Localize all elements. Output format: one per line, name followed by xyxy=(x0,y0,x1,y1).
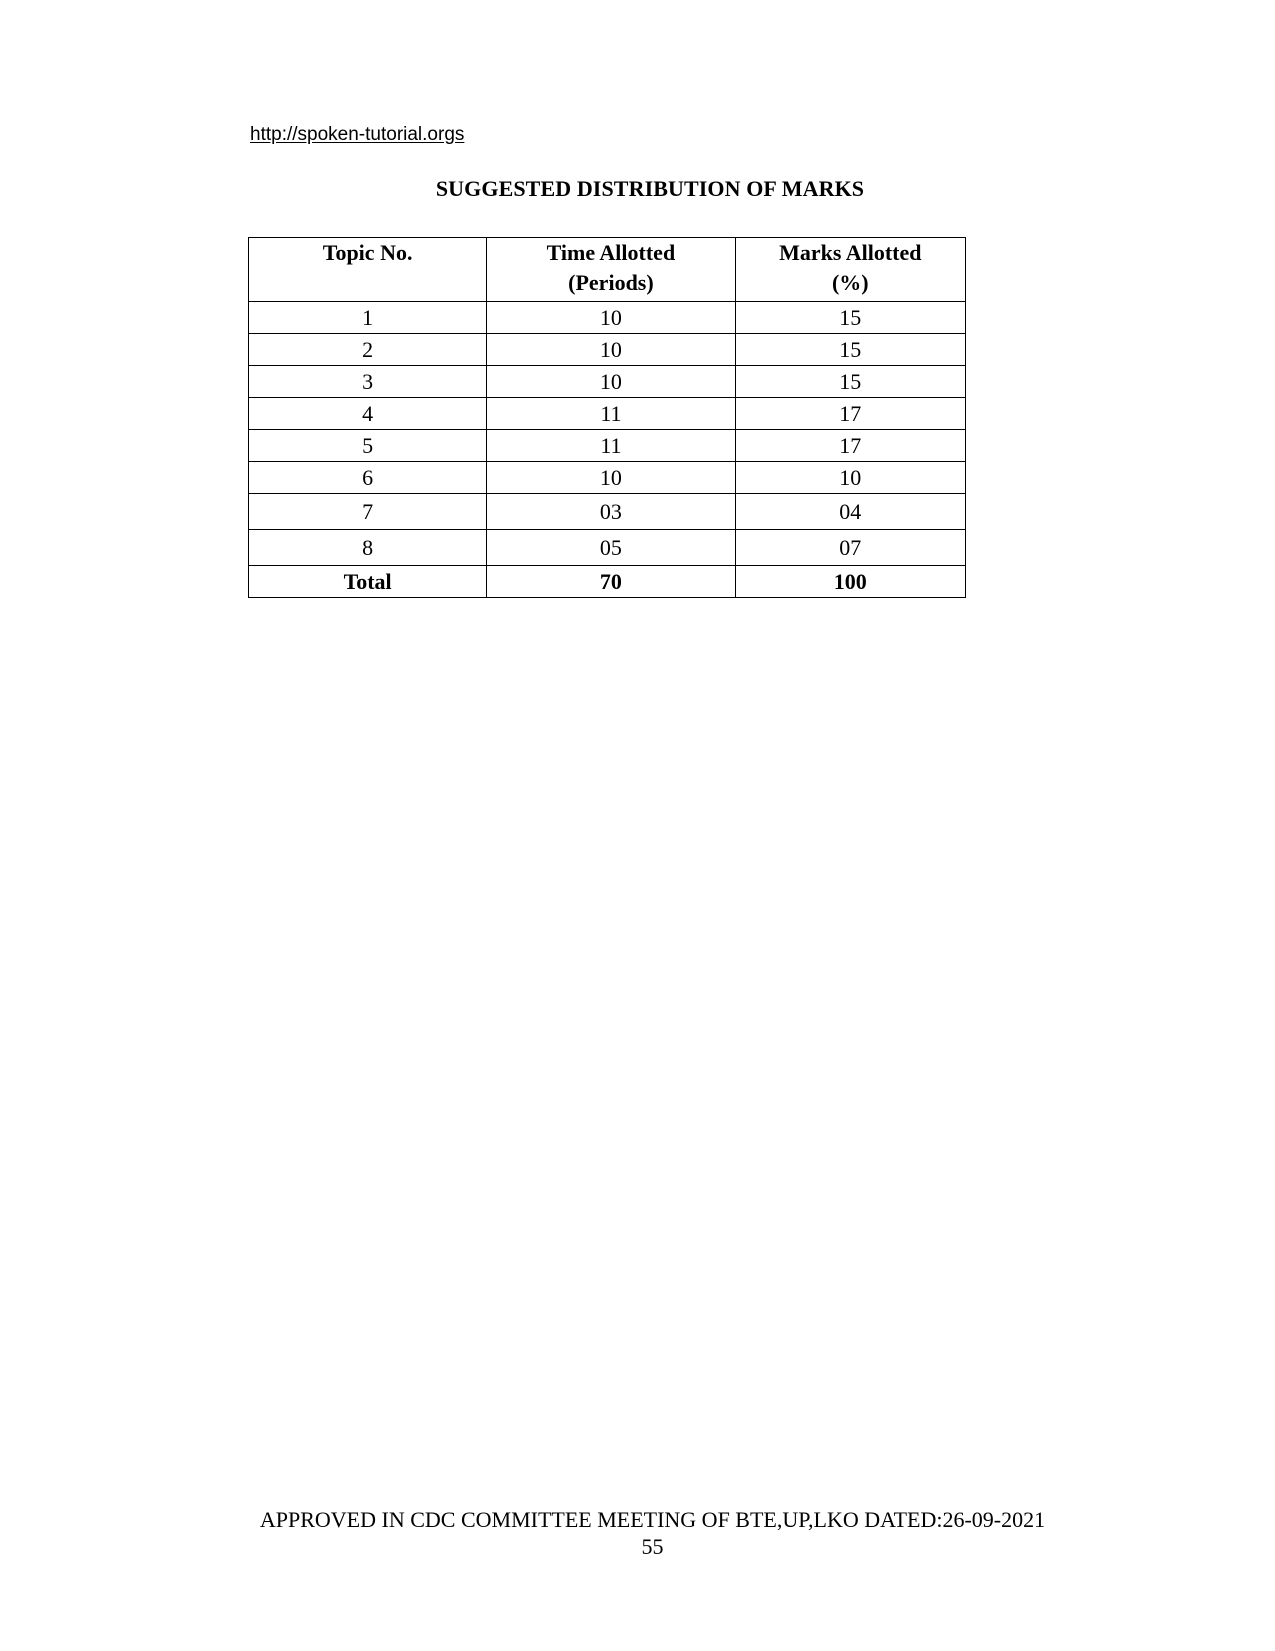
table-row xyxy=(249,398,966,430)
marks-distribution-table xyxy=(248,237,966,598)
header-time-allotted xyxy=(487,238,735,302)
table-row xyxy=(249,430,966,462)
table-row xyxy=(249,494,966,530)
table-row xyxy=(249,462,966,494)
table-header-row xyxy=(249,238,966,302)
header-topic-no xyxy=(249,238,487,302)
page-footer xyxy=(0,1506,1275,1560)
topic-no-cell: 5 xyxy=(249,430,487,462)
time-allotted-cell: 10 xyxy=(487,462,735,494)
marks-allotted-cell: 17 xyxy=(735,430,965,462)
marks-allotted-cell: 04 xyxy=(735,494,965,530)
marks-allotted-cell: 07 xyxy=(735,530,965,566)
topic-no-cell: 1 xyxy=(249,302,487,334)
time-allotted-cell: 10 xyxy=(487,302,735,334)
marks-allotted-cell: 10 xyxy=(735,462,965,494)
marks-allotted-cell: 15 xyxy=(735,302,965,334)
page-number: 55 xyxy=(641,1534,664,1559)
header-marks-allotted-line1: Marks Allotted xyxy=(779,240,922,265)
topic-no-cell: 8 xyxy=(249,530,487,566)
total-marks-cell: 100 xyxy=(735,566,965,598)
total-label-cell: Total xyxy=(249,566,487,598)
time-allotted-cell: 05 xyxy=(487,530,735,566)
spoken-tutorial-link[interactable]: http://spoken-tutorial.orgs xyxy=(250,124,465,145)
time-allotted-cell: 10 xyxy=(487,366,735,398)
page-heading: SUGGESTED DISTRIBUTION OF MARKS xyxy=(435,176,865,201)
marks-allotted-cell: 17 xyxy=(735,398,965,430)
topic-no-cell: 2 xyxy=(249,334,487,366)
time-allotted-cell: 10 xyxy=(487,334,735,366)
table-row xyxy=(249,302,966,334)
header-time-allotted-line1: Time Allotted xyxy=(546,240,676,265)
table-total-row xyxy=(249,566,966,598)
header-marks-allotted xyxy=(735,238,965,302)
header-marks-allotted-line2: (%) xyxy=(831,270,869,295)
approval-note: APPROVED IN CDC COMMITTEE MEETING OF BTE,UP,LKO DATED:26-09-2021 xyxy=(259,1507,1046,1532)
total-time-cell: 70 xyxy=(487,566,735,598)
topic-no-cell: 4 xyxy=(249,398,487,430)
marks-allotted-cell: 15 xyxy=(735,334,965,366)
topic-no-cell: 7 xyxy=(249,494,487,530)
topic-no-cell: 6 xyxy=(249,462,487,494)
table-row xyxy=(249,366,966,398)
header-time-allotted-line2: (Periods) xyxy=(568,270,654,295)
time-allotted-cell: 03 xyxy=(487,494,735,530)
time-allotted-cell: 11 xyxy=(487,398,735,430)
table-row xyxy=(249,530,966,566)
marks-allotted-cell: 15 xyxy=(735,366,965,398)
table-row xyxy=(249,334,966,366)
topic-no-cell: 3 xyxy=(249,366,487,398)
time-allotted-cell: 11 xyxy=(487,430,735,462)
header-topic-no-line1: Topic No. xyxy=(322,240,413,265)
